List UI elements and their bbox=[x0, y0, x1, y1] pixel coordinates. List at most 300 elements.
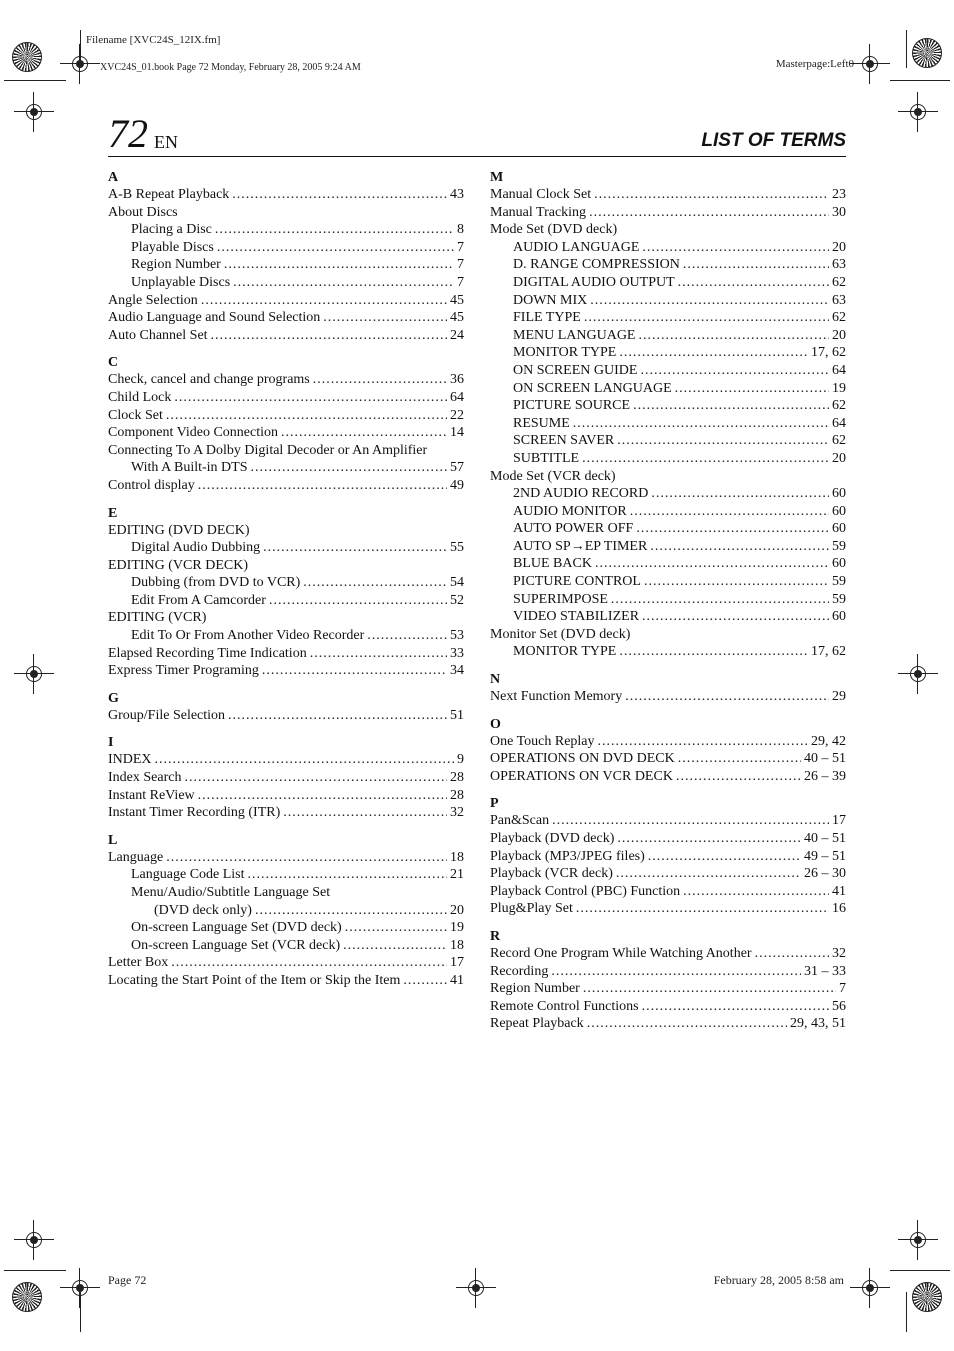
entry-term: PICTURE SOURCE bbox=[513, 398, 631, 414]
entry-page: 63 bbox=[832, 292, 846, 308]
index-entry bbox=[108, 751, 464, 769]
entry-term: About Discs bbox=[108, 204, 178, 220]
leader-dots bbox=[650, 538, 829, 556]
entry-page: 56 bbox=[832, 998, 846, 1014]
entry-page: 62 bbox=[832, 433, 846, 449]
index-entry bbox=[108, 707, 464, 725]
entry-term: Mode Set (DVD deck) bbox=[490, 222, 618, 238]
index-entry bbox=[490, 485, 846, 503]
index-entry bbox=[490, 963, 846, 981]
footer-page-text: Page 72 bbox=[108, 1273, 147, 1287]
entry-term: Language Code List bbox=[131, 867, 245, 883]
index-column-right bbox=[490, 168, 846, 1043]
index-entry bbox=[490, 503, 846, 521]
entry-term: (DVD deck only) bbox=[154, 902, 252, 918]
entry-term: 2ND AUDIO RECORD bbox=[513, 486, 649, 502]
leader-dots bbox=[228, 707, 447, 725]
index-entry bbox=[108, 645, 464, 663]
index-entry bbox=[108, 407, 464, 425]
index-entry bbox=[108, 539, 464, 557]
index-entry bbox=[490, 555, 846, 573]
entry-page: 18 bbox=[450, 849, 464, 865]
index-entry bbox=[108, 804, 464, 822]
entry-term: AUDIO LANGUAGE bbox=[513, 239, 640, 255]
entry-page: 30 bbox=[832, 204, 846, 220]
entry-term: BLUE BACK bbox=[513, 556, 592, 572]
index-entry bbox=[490, 362, 846, 380]
index-section bbox=[108, 832, 464, 990]
page-language: EN bbox=[154, 132, 178, 152]
entry-term: Index Search bbox=[108, 770, 182, 786]
entry-term: D. RANGE COMPRESSION bbox=[513, 257, 680, 273]
crosshair-icon bbox=[906, 662, 930, 686]
entry-page: 41 bbox=[832, 883, 846, 899]
entry-term: Connecting To A Dolby Digital Decoder or An Amplifier bbox=[108, 442, 428, 458]
index-entry bbox=[490, 292, 846, 310]
entry-term: FILE TYPE bbox=[513, 310, 581, 326]
leader-dots bbox=[263, 539, 447, 557]
leader-dots bbox=[269, 592, 447, 610]
leader-dots bbox=[198, 787, 447, 805]
leader-dots bbox=[639, 327, 830, 345]
section-letter: P bbox=[490, 796, 499, 812]
leader-dots bbox=[619, 643, 808, 661]
index-entry bbox=[108, 954, 464, 972]
entry-term: SUBTITLE bbox=[513, 450, 580, 466]
leader-dots bbox=[617, 830, 801, 848]
index-entry bbox=[108, 609, 464, 627]
leader-dots bbox=[584, 309, 829, 327]
entry-term: A-B Repeat Playback bbox=[108, 187, 230, 202]
index-entry bbox=[490, 468, 846, 486]
entry-term: Instant Timer Recording (ITR) bbox=[108, 805, 281, 821]
index-entry bbox=[108, 256, 464, 274]
registration-wheel-icon bbox=[12, 1282, 42, 1312]
leader-dots bbox=[590, 292, 829, 310]
leader-dots bbox=[343, 937, 447, 955]
index-entry bbox=[490, 812, 846, 830]
section-letter: R bbox=[490, 928, 501, 944]
entry-page: 49 bbox=[450, 477, 464, 493]
index-entry bbox=[490, 186, 846, 204]
registration-wheel-icon bbox=[12, 42, 42, 72]
entry-term: Record One Program While Watching Another bbox=[490, 945, 752, 961]
leader-dots bbox=[255, 902, 447, 920]
index-entry bbox=[108, 292, 464, 310]
leader-dots bbox=[166, 849, 447, 867]
leader-dots bbox=[651, 485, 829, 503]
leader-dots bbox=[552, 812, 829, 830]
entry-page: 63 bbox=[832, 257, 846, 273]
entry-term: Playback (DVD deck) bbox=[490, 831, 615, 846]
index-entry bbox=[108, 662, 464, 680]
masterpage-text: Masterpage:Left0 bbox=[775, 58, 854, 70]
entry-term: OPERATIONS ON DVD DECK bbox=[490, 751, 675, 767]
index-column-left bbox=[108, 168, 464, 1000]
entry-page: 60 bbox=[832, 503, 846, 519]
index-entry bbox=[108, 919, 464, 937]
index-entry bbox=[108, 769, 464, 787]
index-section bbox=[490, 795, 846, 918]
crop-mark bbox=[890, 1270, 950, 1271]
entry-term: MENU LANGUAGE bbox=[513, 327, 636, 343]
entry-page: 16 bbox=[832, 901, 846, 917]
leader-dots bbox=[251, 459, 447, 477]
entry-page: 60 bbox=[832, 609, 846, 625]
entry-term: Remote Control Functions bbox=[490, 998, 639, 1014]
entry-page: 26 – 30 bbox=[804, 866, 846, 882]
crop-mark bbox=[906, 30, 907, 68]
leader-dots bbox=[215, 221, 454, 239]
leader-dots bbox=[678, 274, 829, 292]
leader-dots bbox=[642, 608, 829, 626]
crop-mark bbox=[906, 1292, 907, 1332]
leader-dots bbox=[313, 371, 447, 389]
entry-page: 36 bbox=[450, 372, 464, 388]
crosshair-icon bbox=[906, 100, 930, 124]
index-entry bbox=[490, 750, 846, 768]
leader-dots bbox=[174, 389, 447, 407]
entry-term: EDITING (DVD DECK) bbox=[108, 522, 250, 538]
index-entry bbox=[108, 884, 464, 902]
entry-term: Monitor Set (DVD deck) bbox=[490, 626, 631, 642]
leader-dots bbox=[642, 998, 829, 1016]
leader-dots bbox=[248, 866, 447, 884]
entry-page: 7 bbox=[457, 239, 464, 255]
index-entry bbox=[108, 574, 464, 592]
index-entry bbox=[108, 424, 464, 442]
book-info-text: XVC24S_01.book Page 72 Monday, February 28, 2005 9:24 AM bbox=[100, 62, 361, 73]
entry-page: 53 bbox=[450, 628, 464, 644]
entry-term: Region Number bbox=[131, 257, 221, 273]
index-entry bbox=[108, 592, 464, 610]
index-section bbox=[490, 671, 846, 706]
entry-page: 57 bbox=[450, 460, 464, 476]
entry-page: 7 bbox=[839, 981, 846, 997]
entry-term: ON SCREEN LANGUAGE bbox=[513, 380, 672, 396]
footer-date-text: February 28, 2005 8:58 am bbox=[713, 1273, 844, 1287]
entry-page: 7 bbox=[457, 274, 464, 290]
leader-dots bbox=[283, 804, 447, 822]
entry-term: Manual Clock Set bbox=[490, 187, 592, 202]
crosshair-icon bbox=[22, 662, 46, 686]
section-letter: E bbox=[108, 505, 118, 521]
entry-page: 49 – 51 bbox=[804, 848, 846, 864]
page-header bbox=[108, 112, 846, 157]
entry-term: Child Lock bbox=[108, 389, 172, 405]
entry-page: 29, 42 bbox=[811, 733, 846, 749]
index-entry bbox=[108, 239, 464, 257]
leader-dots bbox=[640, 362, 829, 380]
entry-term: Edit From A Camcorder bbox=[131, 592, 266, 608]
index-entry bbox=[108, 186, 464, 204]
index-entry bbox=[490, 239, 846, 257]
entry-page: 59 bbox=[832, 538, 846, 554]
leader-dots bbox=[262, 662, 447, 680]
leader-dots bbox=[594, 186, 829, 204]
crop-mark bbox=[4, 80, 66, 81]
entry-page: 32 bbox=[832, 945, 846, 961]
index-entry bbox=[108, 204, 464, 222]
crosshair-icon bbox=[858, 52, 882, 76]
entry-page: 20 bbox=[450, 902, 464, 918]
section-letter: A bbox=[108, 170, 119, 185]
leader-dots bbox=[155, 751, 454, 769]
index-entry bbox=[490, 520, 846, 538]
leader-dots bbox=[281, 424, 447, 442]
index-entry bbox=[490, 733, 846, 751]
page-title: LIST OF TERMS bbox=[701, 130, 846, 151]
entry-term: On-screen Language Set (DVD deck) bbox=[131, 920, 342, 936]
section-letter: M bbox=[490, 170, 504, 185]
entry-term: OPERATIONS ON VCR DECK bbox=[490, 768, 673, 784]
entry-term: AUDIO MONITOR bbox=[513, 503, 627, 519]
entry-term: AUTO POWER OFF bbox=[513, 521, 634, 537]
entry-term: Check, cancel and change programs bbox=[108, 372, 310, 388]
leader-dots bbox=[573, 415, 829, 433]
index-entry bbox=[108, 221, 464, 239]
index-entry bbox=[490, 865, 846, 883]
index-entry bbox=[108, 389, 464, 407]
index-section bbox=[108, 169, 464, 344]
entry-page: 34 bbox=[450, 663, 464, 679]
entry-page: 64 bbox=[832, 415, 846, 431]
index-entry bbox=[490, 688, 846, 706]
crop-mark bbox=[890, 80, 950, 81]
crosshair-icon bbox=[22, 100, 46, 124]
entry-term: Plug&Play Set bbox=[490, 901, 573, 917]
index-entry bbox=[108, 442, 464, 460]
entry-term: Playback (MP3/JPEG files) bbox=[490, 848, 645, 864]
entry-term: Audio Language and Sound Selection bbox=[108, 310, 321, 326]
entry-term: SUPERIMPOSE bbox=[513, 591, 608, 607]
entry-page: 55 bbox=[450, 540, 464, 556]
crop-mark bbox=[80, 1292, 81, 1332]
entry-term: Digital Audio Dubbing bbox=[131, 540, 261, 556]
entry-page: 9 bbox=[457, 752, 464, 768]
entry-page: 14 bbox=[450, 425, 464, 441]
section-letter: C bbox=[108, 355, 119, 371]
index-entry bbox=[108, 937, 464, 955]
index-entry bbox=[490, 883, 846, 901]
index-entry bbox=[490, 608, 846, 626]
entry-page: 52 bbox=[450, 592, 464, 608]
entry-term: SCREEN SAVER bbox=[513, 433, 615, 449]
leader-dots bbox=[224, 256, 454, 274]
leader-dots bbox=[184, 769, 447, 787]
leader-dots bbox=[595, 555, 829, 573]
entry-term: Recording bbox=[490, 963, 549, 979]
leader-dots bbox=[367, 627, 447, 645]
index-entry bbox=[490, 900, 846, 918]
index-entry bbox=[490, 380, 846, 398]
entry-term: Pan&Scan bbox=[490, 813, 550, 829]
index-entry bbox=[108, 309, 464, 327]
entry-term: Component Video Connection bbox=[108, 425, 278, 441]
crop-mark bbox=[4, 1270, 66, 1271]
leader-dots bbox=[617, 432, 829, 450]
entry-term: Playback Control (PBC) Function bbox=[490, 883, 681, 899]
index-entry bbox=[108, 557, 464, 575]
entry-page: 18 bbox=[450, 937, 464, 953]
entry-page: 59 bbox=[832, 574, 846, 590]
index-entry bbox=[108, 627, 464, 645]
index-entry bbox=[108, 522, 464, 540]
leader-dots bbox=[587, 1015, 787, 1033]
index-entry bbox=[490, 450, 846, 468]
entry-term: Playback (VCR deck) bbox=[490, 866, 613, 882]
entry-term: Group/File Selection bbox=[108, 707, 226, 723]
entry-page: 19 bbox=[450, 920, 464, 936]
index-entry bbox=[490, 256, 846, 274]
leader-dots bbox=[642, 239, 829, 257]
entry-page: 54 bbox=[450, 575, 464, 591]
entry-page: 33 bbox=[450, 645, 464, 661]
entry-term: Letter Box bbox=[108, 955, 169, 971]
index-entry bbox=[490, 309, 846, 327]
entry-page: 17, 62 bbox=[811, 644, 846, 660]
leader-dots bbox=[589, 204, 829, 222]
crosshair-icon bbox=[22, 1228, 46, 1252]
leader-dots bbox=[310, 645, 447, 663]
index-entry bbox=[490, 980, 846, 998]
index-entry bbox=[490, 415, 846, 433]
entry-page: 26 – 39 bbox=[804, 768, 846, 784]
leader-dots bbox=[211, 327, 447, 345]
index-entry bbox=[108, 274, 464, 292]
index-entry bbox=[490, 274, 846, 292]
index-entry bbox=[108, 972, 464, 990]
entry-term: Manual Tracking bbox=[490, 204, 587, 220]
index-entry bbox=[490, 538, 846, 556]
index-entry bbox=[490, 327, 846, 345]
entry-page: 31 – 33 bbox=[804, 963, 846, 979]
entry-term: VIDEO STABILIZER bbox=[513, 609, 640, 625]
index-entry bbox=[490, 591, 846, 609]
entry-term: Language bbox=[108, 849, 164, 865]
entry-page: 60 bbox=[832, 556, 846, 572]
entry-term: Express Timer Programing bbox=[108, 663, 259, 679]
index-section bbox=[490, 928, 846, 1033]
index-entry bbox=[108, 902, 464, 920]
leader-dots bbox=[675, 380, 829, 398]
leader-dots bbox=[636, 520, 829, 538]
page-number: 72 bbox=[108, 111, 148, 156]
index-entry bbox=[490, 830, 846, 848]
entry-page: 59 bbox=[832, 591, 846, 607]
leader-dots bbox=[303, 574, 447, 592]
index-entry bbox=[490, 573, 846, 591]
entry-page: 20 bbox=[832, 450, 846, 466]
entry-term: DIGITAL AUDIO OUTPUT bbox=[513, 274, 675, 290]
index-entry bbox=[490, 643, 846, 661]
entry-page: 8 bbox=[457, 222, 464, 238]
entry-page: 22 bbox=[450, 407, 464, 423]
leader-dots bbox=[345, 919, 447, 937]
crosshair-icon bbox=[464, 1276, 488, 1300]
entry-page: 28 bbox=[450, 770, 464, 786]
leader-dots bbox=[598, 733, 808, 751]
index-entry bbox=[490, 1015, 846, 1033]
entry-page: 62 bbox=[832, 274, 846, 290]
section-letter: O bbox=[490, 716, 501, 732]
entry-page: 45 bbox=[450, 310, 464, 326]
entry-page: 40 – 51 bbox=[804, 751, 846, 767]
entry-term: MONITOR TYPE bbox=[513, 345, 617, 361]
index-entry bbox=[108, 477, 464, 495]
entry-page: 24 bbox=[450, 327, 464, 343]
entry-term: Region Number bbox=[490, 981, 580, 997]
entry-term: Mode Set (VCR deck) bbox=[490, 468, 616, 484]
index-section bbox=[490, 169, 846, 661]
index-section bbox=[108, 734, 464, 821]
entry-page: 17 bbox=[832, 813, 846, 829]
entry-term: PICTURE CONTROL bbox=[513, 574, 641, 590]
entry-page: 60 bbox=[832, 486, 846, 502]
leader-dots bbox=[166, 407, 447, 425]
entry-page: 21 bbox=[450, 867, 464, 883]
entry-page: 17 bbox=[450, 955, 464, 971]
entry-term: EDITING (VCR DECK) bbox=[108, 557, 248, 573]
entry-term: Control display bbox=[108, 477, 195, 493]
crosshair-icon bbox=[858, 1276, 882, 1300]
entry-page: 60 bbox=[832, 521, 846, 537]
entry-term: AUTO SP→EP TIMER bbox=[513, 538, 648, 554]
entry-term: Menu/Audio/Subtitle Language Set bbox=[131, 885, 331, 900]
leader-dots bbox=[551, 963, 801, 981]
entry-page: 7 bbox=[457, 257, 464, 273]
entry-term: DOWN MIX bbox=[513, 292, 588, 308]
index-section bbox=[108, 690, 464, 725]
leader-dots bbox=[403, 972, 447, 990]
section-letter: L bbox=[108, 832, 118, 848]
entry-page: 41 bbox=[450, 972, 464, 988]
leader-dots bbox=[611, 591, 829, 609]
entry-term: One Touch Replay bbox=[490, 733, 595, 749]
entry-term: Dubbing (from DVD to VCR) bbox=[131, 575, 301, 591]
entry-page: 43 bbox=[450, 187, 464, 202]
index-entry bbox=[108, 866, 464, 884]
entry-page: 62 bbox=[832, 310, 846, 326]
leader-dots bbox=[625, 688, 829, 706]
index-entry bbox=[490, 626, 846, 644]
leader-dots bbox=[683, 883, 829, 901]
entry-term: Auto Channel Set bbox=[108, 327, 208, 343]
index-entry bbox=[108, 849, 464, 867]
leader-dots bbox=[582, 450, 829, 468]
index-entry bbox=[108, 327, 464, 345]
entry-term: MONITOR TYPE bbox=[513, 644, 617, 660]
index-entry bbox=[490, 768, 846, 786]
entry-term: Elapsed Recording Time Indication bbox=[108, 645, 307, 661]
entry-page: 17, 62 bbox=[811, 345, 846, 361]
leader-dots bbox=[323, 309, 447, 327]
entry-page: 51 bbox=[450, 707, 464, 723]
entry-term: RESUME bbox=[513, 415, 570, 431]
registration-wheel-icon bbox=[912, 38, 942, 68]
entry-page: 29, 43, 51 bbox=[790, 1016, 846, 1032]
entry-term: Placing a Disc bbox=[131, 222, 212, 238]
leader-dots bbox=[755, 945, 829, 963]
entry-term: Edit To Or From Another Video Recorder bbox=[131, 628, 365, 644]
entry-term: Repeat Playback bbox=[490, 1016, 584, 1032]
crosshair-icon bbox=[906, 1228, 930, 1252]
leader-dots bbox=[198, 477, 447, 495]
leader-dots bbox=[217, 239, 454, 257]
leader-dots bbox=[232, 186, 447, 204]
entry-term: With A Built-in DTS bbox=[131, 460, 248, 476]
entry-page: 20 bbox=[832, 239, 846, 255]
